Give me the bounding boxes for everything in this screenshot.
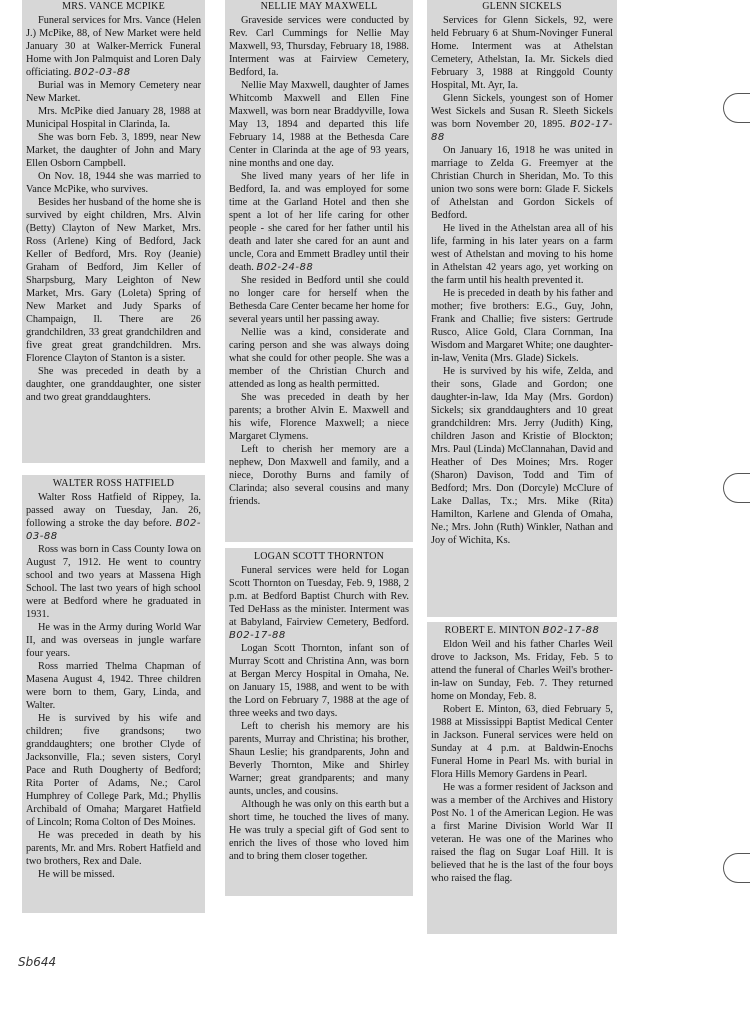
paragraph: She was preceded in death by a daughter, one granddaughter, one sister and two great granddaughters. (26, 366, 201, 403)
page-code: Sb644 (18, 955, 57, 969)
paragraph: He was preceded in death by his parents, Mr. and Mrs. Robert Hatfield and two brothers, Rex and Dale. (26, 830, 201, 867)
paragraph: Robert E. Minton, 63, died February 5, 1988 at Mississippi Baptist Medical Center in Jackson. Funeral services were held on Sunday at 4 p.m. at Baldwin-Enochs Funeral Home in Pearl Ms. with burial in Flora Hills Memory Gardens in Pearl. (431, 704, 613, 780)
paragraph: Logan Scott Thornton, infant son of Murray Scott and Christina Ann, was born at Bergan Mercy Hospital in Omaha, Ne. on January 15, 1988, and went to be with the Lord on February 7, 1988 at the age of three weeks and two days. (229, 643, 409, 719)
paragraph: He was in the Army during World War II, and was overseas in jungle warfare four years. (26, 622, 201, 659)
archive-stamp: B02-24-88 (256, 262, 314, 273)
paragraph: He will be missed. (38, 869, 115, 880)
obituary-robert-minton (427, 622, 617, 934)
obituary-title: ROBERT E. MINTON B02-17-88 (444, 625, 600, 636)
paragraph: Mrs. McPike died January 28, 1988 at Municipal Hospital in Clarinda, Ia. (26, 106, 201, 130)
paragraph: Ross was born in Cass County Iowa on August 7, 1912. He went to country school and two years at Massena High School. The last two years of high school were at Bedford where he graduated in 1931. (26, 544, 201, 620)
paragraph: She was preceded in death by her parents; a brother Alvin E. Maxwell and his wife, Florence Maxwell; a niece Margaret Clymens. (229, 392, 409, 442)
paragraph: Left to cherish his memory are his parents, Murray and Christina; his brother, Shaun Leslie; his grandparents, John and Beverly Thornton, Mike and Shirley Warner; great grandparents; and many aunts, uncles, and cousins. (229, 721, 409, 797)
paragraph: Funeral services were held for Logan Scott Thornton on Tuesday, Feb. 9, 1988, 2 p.m. at Bedford Baptist Church with Rev. Ted DeHass as the minister. Interment was at Babyland, Fairview Cemetery, Bedford. B02-17-88 (229, 565, 409, 641)
paragraph: On Nov. 18, 1944 she was married to Vance McPike, who survives. (26, 171, 201, 195)
paragraph: Burial was in Memory Cemetery near New Market. (26, 80, 201, 104)
paragraph: She lived many years of her life in Bedford, Ia. and was employed for some time at the Garland Hotel and then she spent a lot of her life caring for other people - she cared for her father until his death and later she cared for an aunt and uncle, Cora and Emmett Bradley until their death. B02-24-88 (229, 171, 409, 273)
obituary-glenn-sickels (427, 0, 617, 617)
obituary-title: WALTER ROSS HATFIELD (52, 478, 175, 489)
binder-hole (723, 473, 750, 503)
obituary-title: MRS. VANCE MCPIKE (62, 1, 165, 12)
paragraph: Although he was only on this earth but a short time, he touched the lives of many. He was truly a special gift of God sent to enrich the lives of those who loved him and to bring them closer together. (229, 799, 409, 862)
paragraph: She was born Feb. 3, 1899, near New Market, the daughter of John and Mary Ellen Osborn Campbell. (26, 132, 201, 169)
archive-stamp: B02-17-88 (542, 625, 600, 636)
obituary-vance-mcpike (22, 0, 205, 463)
paragraph: Ross married Thelma Chapman of Masena August 4, 1942. Three children were born to them, Gary, Linda, and Walter. (26, 661, 201, 711)
paragraph: Walter Ross Hatfield of Rippey, Ia. passed away on Tuesday, Jan. 26, following a stroke the day before. B02-03-88 (26, 492, 201, 542)
paragraph: She resided in Bedford until she could no longer care for herself when the Bethesda Care Center became her home for several years until her passing away. (229, 275, 409, 325)
paragraph: Nellie was a kind, considerate and caring person and she was always doing what she could for other people. She was a member of the Christian Church and attended as long as health permitted. (229, 327, 409, 390)
paragraph: Besides her husband of the home she is survived by eight children, Mrs. Alvin (Betty) Clayton of New Market, Mrs. Ross (Arlene) King of Bedford, Jack Keller of Bedford, Mrs. Roy (Jeanie) Graham of Bedford, Jim Keller of Sharpsburg, Mary Leighton of New Market, Mrs. Gary (Loleta) Spring of New Market and Judy Sparks of Champaign, Il. There are 26 grandchildren, 33 great grandchildren and five great great grandchildren. Mrs. Florence Clayton of Stanton is a sister. (26, 197, 201, 364)
obituary-nellie-maxwell (225, 0, 413, 542)
paragraph: He is survived by his wife and children; five grandsons; two granddaughters; one brother Clyde of Jacksonville, Fla.; seven sisters, Coryl Pace and Ruth Dougherty of Bedford; Rita Porter of Adams, Ne.; Carol Humphrey of College Park, Md.; Phyllis Archibald of Omaha; Margaret Hatfield of Lincoln; Roma Colton of Des Moines. (26, 713, 201, 828)
obituary-title: LOGAN SCOTT THORNTON (253, 551, 385, 562)
archive-stamp: B02-17-88 (431, 119, 613, 143)
archive-stamp: B02-03-88 (26, 518, 201, 542)
paragraph: Graveside services were conducted by Rev. Carl Cummings for Nellie May Maxwell, 93, Thursday, February 18, 1988. Interment was at Fairview Cemetery, Bedford, Ia. (229, 15, 409, 78)
obituary-title: NELLIE MAY MAXWELL (260, 1, 378, 12)
paragraph: He was a former resident of Jackson and was a member of the Archives and History Post No. 1 of the American Legion. He was a first Marine Division World War II veteran. He was one of the Marines who raised the flag on Sugar Loaf Hill. It is believed that he is the last of the four boys who raised the flag. (431, 782, 613, 884)
paragraph: Nellie May Maxwell, daughter of James Whitcomb Maxwell and Ellen Fine Maxwell, was born near Braddyville, Iowa May 13, 1894 and departed this life February 14, 1988 at the Bethesda Care Center in Clarinda at the age of 93 years, nine months and one day. (229, 80, 409, 169)
paragraph: He is survived by his wife, Zelda, and their sons, Glade and Gordon; one daughter-in-law, Ida May (Mrs. Gordon) Sickels; six granddaughters and 10 great grandchildren: Mrs. Jerry (Judith) King, children Jason and Kristie of Blockton; Mrs. Paul (Linda) McClannahan, David and Heather of Des Moines; Mrs. Roger (Sharon) Davison, Todd and Tim of Bedford; Mrs. Don (Dorcyle) McClure of Lake Dallas, Tx.; Mrs. Mike (Rita) Hamilton, Karlene and Glenda of Omaha, Ne.; Mrs. John (Ruth) Winkler, Nathan and Joy of Wichita, Ks. (431, 366, 613, 546)
paragraph: On January 16, 1918 he was united in marriage to Zelda G. Freemyer at the Christian Church in Sheridan, Mo. To this union two sons were born: Glade F. Sickels of Athelstan and Gordon Sickels of Bedford. (431, 145, 613, 221)
obituary-logan-thornton (225, 548, 413, 896)
paragraph: Glenn Sickels, youngest son of Homer West Sickels and Susan R. Sleeth Sickels was born November 20, 1895. B02-17-88 (431, 93, 613, 143)
archive-stamp: B02-17-88 (229, 630, 286, 641)
paragraph: Funeral services for Mrs. Vance (Helen J.) McPike, 88, of New Market were held January 30 at Walker-Merrick Funeral Home with Jon Palmquist and Loren Daly officiating. B02-03-88 (26, 15, 201, 78)
paragraph: He lived in the Athelstan area all of his life, farming in his later years on a farm west of Athelstan and moving to his home in Athelstan 42 years ago, yet working on the farm until his health prevented it. (431, 223, 613, 286)
paragraph: He is preceded in death by his father and mother; five brothers: E.G., Guy, John, Frank and Challie; five sisters: Gertrude Rusco, Alice Gold, Clara Cornman, Ina Wisdom and Margaret White; one daughter-in-law, Venita (Mrs. Glade) Sickels. (431, 288, 613, 364)
obituary-title: GLENN SICKELS (482, 1, 562, 12)
archive-stamp: B02-03-88 (73, 67, 131, 78)
paragraph: Eldon Weil and his father Charles Weil drove to Jackson, Ms. Friday, Feb. 5 to attend the funeral of Charles Weil's brother-in-law on Sunday, Feb. 7. They returned home on Monday, Feb. 8. (431, 639, 613, 702)
obituary-walter-hatfield (22, 475, 205, 913)
binder-hole (723, 853, 750, 883)
binder-hole (723, 93, 750, 123)
paragraph: Left to cherish her memory are a nephew, Don Maxwell and family, and a niece, Dorothy Burns and family of Clarinda; also several cousins and many friends. (229, 444, 409, 507)
paragraph: Services for Glenn Sickels, 92, were held February 6 at Shum-Novinger Funeral Home. Interment was at Athelstan Cemetery, Athelstan, Ia. Mr. Sickels died February 3, 1988 at Ringgold County Hospital, Mt. Ayr, Ia. (431, 15, 613, 91)
